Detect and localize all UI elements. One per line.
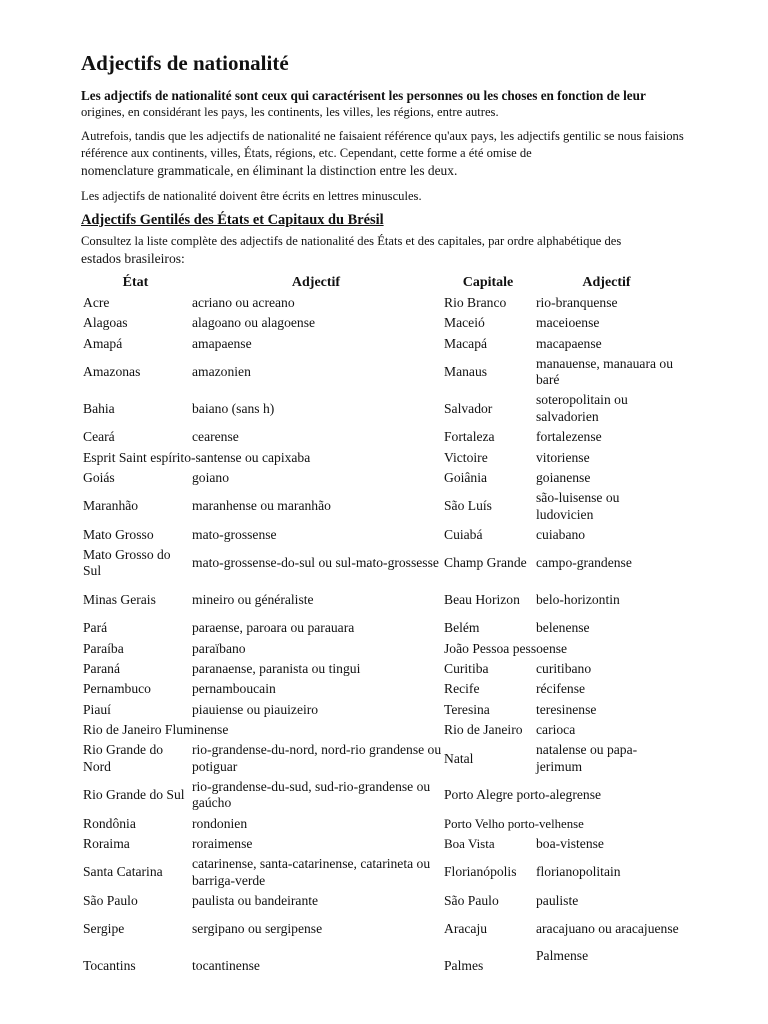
cell-state: Maranhão [83,498,139,514]
cell-state-adjective: alagoano ou alagoense [192,315,316,331]
cell-capital-adjective: boa-vistense [536,835,604,851]
cell-state: Sergipe [83,921,125,937]
cell-capital-merged: Porto Velho porto-velhense [444,816,584,831]
header-adjectif-capitale: Adjectif [582,275,631,290]
table-row [81,313,679,333]
table-row [81,679,679,699]
cell-capital-adjective: maceioense [536,315,600,331]
cell-state: Rondônia [83,815,136,831]
cell-state: Acre [83,294,110,310]
cell-capital: Salvador [444,400,493,416]
cell-capital: Palmes [444,957,484,973]
table-row [81,468,679,488]
cell-state-adjective: baiano (sans h) [192,400,275,416]
cell-capital-adjective: macapaense [536,335,602,351]
cell-capital: Fortaleza [444,429,495,445]
section-intro [81,233,691,268]
table-row [81,488,679,525]
table-row [81,354,679,391]
cell-capital: Beau Horizon [444,591,520,607]
cell-capital-adjective: curitibano [536,660,592,676]
table-row [81,720,679,740]
cell-capital: Cuiabá [444,526,483,542]
cell-state-adjective: mato-grossense-do-sul ou sul-mato-grossesse [192,555,439,571]
cell-capital-adjective: belo-horizontin [536,591,620,607]
cell-capital: Victoire [444,449,488,465]
cell-state-adjective: rondonien [192,815,248,831]
cell-capital-adjective: cuiabano [536,526,586,542]
cell-capital-adjective: campo-grandense [536,555,632,571]
cell-state-merged: Esprit Saint espírito-santense ou capixaba [83,449,311,465]
document-page [81,50,691,984]
table-row [81,777,679,814]
table-row [81,891,679,911]
cell-capital: Maceió [444,315,485,331]
table-row [81,741,679,778]
cell-state: Goiás [83,469,115,485]
cell-capital-adjective: são-luisense ou ludovicien [536,490,620,522]
cell-capital: Rio de Janeiro [444,722,523,738]
table-row [81,448,679,468]
table-row [81,545,679,582]
table-row [81,659,679,679]
cell-state-adjective: maranhense ou maranhão [192,498,331,514]
cell-state: Mato Grosso do Sul [83,546,171,579]
cell-state-merged: Rio de Janeiro Fluminense [83,722,229,738]
cell-capital: Rio Branco [444,294,507,310]
table-row [81,525,679,545]
cell-state: São Paulo [83,892,138,908]
cell-capital: Goiânia [444,469,488,485]
page-title: Adjectifs de nationalité [81,51,289,75]
cell-capital-adjective: teresinense [536,701,597,717]
header-etat: État [122,275,149,290]
cell-state: Pará [83,620,108,636]
table-row [81,854,679,891]
paragraph-history [81,128,691,180]
cell-capital: Natal [444,750,474,766]
table-row [81,700,679,720]
cell-capital: Aracaju [444,921,488,937]
table-row [81,334,679,354]
cell-capital-adjective: récifense [536,681,586,697]
cell-state: Tocantins [83,957,136,973]
cell-state: Santa Catarina [83,864,163,880]
table-row [81,639,679,659]
cell-capital: São Paulo [444,892,499,908]
cell-capital-adjective: rio-branquense [536,294,618,310]
cell-state: Paraná [83,660,120,676]
header-adjectif-etat: Adjectif [291,275,341,290]
paragraph-history-text-a: Autrefois, tandis que les adjectifs de nationalité ne faisaient référence qu'aux pays, les adjectifs gentilic se nous faisions référence aux continents, villes, États, régions, etc. Cependant, cette forme a été omise de [81,129,684,160]
cell-state-adjective: acriano ou acreano [192,294,295,310]
cell-state: Roraima [83,835,130,851]
cell-state-adjective: roraimense [192,835,253,851]
cell-capital-adjective: florianopolitain [536,864,621,880]
table-header-row [81,273,679,293]
table-row [81,391,679,428]
cell-state: Amazonas [83,364,141,380]
cell-state-adjective: amapaense [192,335,252,351]
cell-state: Alagoas [83,315,128,331]
cell-state: Rio Grande do Nord [83,742,164,774]
cell-capital-adjective: manauense, manauara ou baré [536,355,674,388]
cell-state: Piauí [83,701,111,717]
cell-capital-merged: Porto Alegre porto-alegrense [444,787,602,803]
table-row [81,293,679,313]
cell-capital-adjective: carioca [536,722,576,738]
section-subtitle: Adjectifs Gentilés des États et Capitaux du Brésil [81,212,384,228]
cell-capital-adjective: belenense [536,620,590,636]
section-intro-text-b: estados brasileiros: [81,251,185,266]
cell-state-adjective: cearense [192,429,239,445]
table-row [81,814,679,834]
cell-capital-adjective: natalense ou papa-jerimum [536,742,638,774]
cell-state-adjective: tocantinense [192,957,260,973]
cell-capital: Florianópolis [444,864,517,880]
header-capitale: Capitale [462,275,514,290]
cell-capital: Belém [444,620,480,636]
cell-state-adjective: mineiro ou généraliste [192,591,314,607]
cell-state: Paraíba [83,640,124,656]
cell-state-adjective: piauiense ou piauizeiro [192,701,319,717]
cell-state: Mato Grosso [83,526,154,542]
cell-state: Minas Gerais [83,591,156,607]
cell-state-adjective: pernamboucain [192,681,276,697]
cell-capital-adjective: aracajuano ou aracajuense [536,921,679,937]
cell-state-adjective: catarinense, santa-catarinense, catarineta ou barriga-verde [192,856,431,888]
cell-state-adjective: rio-grandense-du-sud, sud-rio-grandense ou gaúcho [192,778,431,811]
cell-capital-adjective: fortalezense [536,429,602,445]
cell-capital: São Luís [444,498,492,514]
cell-capital: Teresina [444,701,490,717]
cell-state-adjective: mato-grossense [192,526,277,542]
table-row [81,834,679,854]
cell-state-adjective: paranaense, paranista ou tingui [192,660,361,676]
cell-capital-adjective: Palmense [536,947,589,963]
cell-state: Amapá [83,335,123,351]
paragraph-lowercase: Les adjectifs de nationalité doivent être écrits en lettres minuscules. [81,189,422,203]
cell-state-adjective: paraense, paroara ou parauara [192,620,355,636]
table-row [81,618,679,638]
cell-capital: Champ Grande [444,555,527,571]
lead-bold-text: Les adjectifs de nationalité sont ceux qui caractérisent les personnes ou les choses en fonction de leur [81,88,646,103]
cell-state-adjective: amazonien [192,364,251,380]
cell-state: Bahia [83,400,115,416]
lead-rest-text: origines, en considérant les pays, les continents, les villes, les régions, entre autres. [81,105,499,119]
cell-capital-merged: João Pessoa pessoense [444,640,568,656]
cell-capital-adjective: pauliste [536,892,579,908]
table-row [81,911,679,948]
cell-capital: Macapá [444,335,488,351]
cell-state-adjective: paraïbano [192,640,246,656]
cell-capital-adjective: vitoriense [536,449,590,465]
cell-state: Rio Grande do Sul [83,787,185,803]
cell-state-adjective: rio-grandense-du-nord, nord-rio grandense ou potiguar [192,742,442,774]
cell-state-adjective: sergipano ou sergipense [192,921,323,937]
cell-state-adjective: goiano [192,469,229,485]
cell-capital-adjective: soteropolitain ou salvadorien [536,392,628,424]
lead-paragraph [81,88,691,120]
table-row [81,427,679,447]
cell-capital: Curitiba [444,660,489,676]
cell-capital: Manaus [444,364,488,380]
cell-capital: Boa Vista [444,835,495,851]
section-intro-text-a: Consultez la liste complète des adjectifs de nationalité des États et des capitales, par ordre alphabétique des [81,234,622,248]
adjectives-table [81,273,679,984]
paragraph-history-text-b: nomenclature grammaticale, en éliminant la distinction entre les deux. [81,163,458,178]
cell-state: Pernambuco [83,681,151,697]
table-row [81,948,679,985]
cell-capital: Recife [444,681,480,697]
cell-state: Ceará [83,429,115,445]
table-row [81,582,679,619]
cell-capital-adjective: goianense [536,469,591,485]
cell-state-adjective: paulista ou bandeirante [192,892,319,908]
